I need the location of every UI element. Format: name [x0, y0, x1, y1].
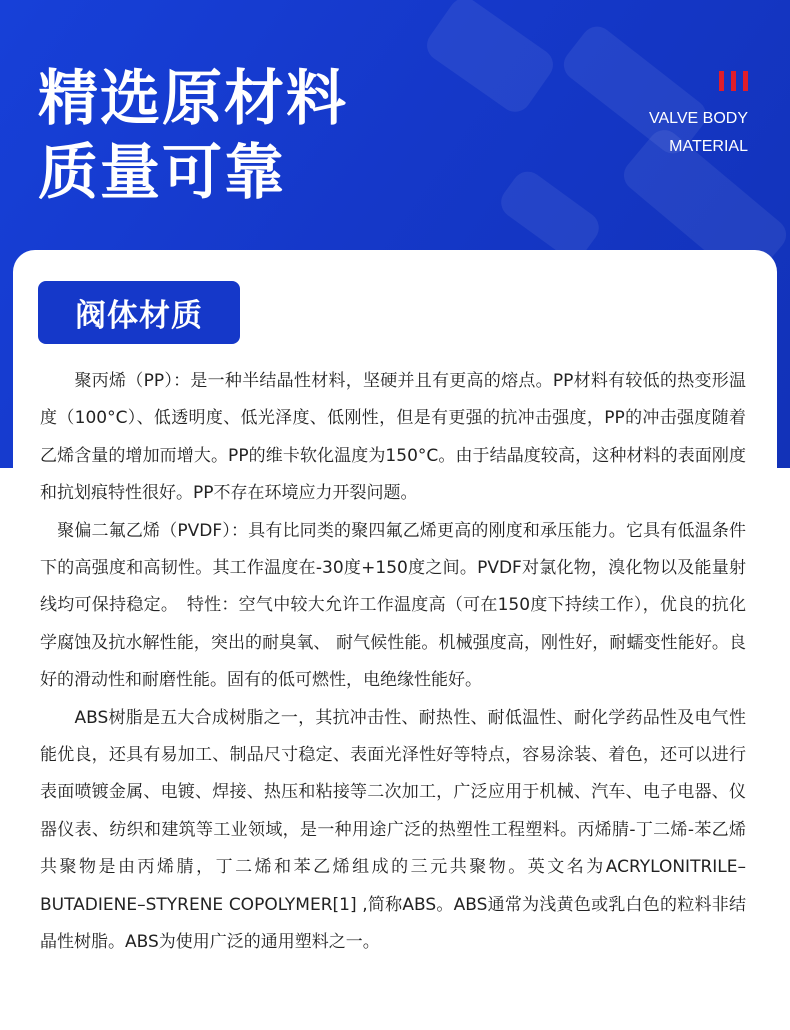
paragraph-pvdf: 聚偏二氟乙烯（PVDF）：具有比同类的聚四氟乙烯更高的刚度和承压能力。它具有低温条件下的高强度和高韧性。其工作温度在-30度+150度之间。PVDF对氯化物，溴化物以及能量射线均可保持稳定。 特性：空气中较大允许工作温度高（可在150度下持续工作），优良的抗化学腐蚀及抗水解性能，突出的耐臭氧、 耐气候性能。机械强度高，刚性好，耐蠕变性能好。良好的滑动性和耐磨性能。固有的低可燃性，电绝缘性能好。 — [40, 520, 746, 691]
english-subtitle — [649, 105, 748, 161]
paragraph-abs: ABS树脂是五大合成树脂之一，其抗冲击性、耐热性、耐低温性、耐化学药品性及电气性能优良，还具有易加工、制品尺寸稳定、表面光泽性好等特点，容易涂装、着色，还可以进行表面喷镀金属、电镀、焊接、热压和粘接等二次加工，广泛应用于机械、汽车、电子电器、仪器仪表、纺织和建筑等工业领域，是一种用途广泛的热塑性工程塑料。丙烯腈-丁二烯-苯乙烯共聚物是由丙烯腈，丁二烯和苯乙烯组成的三元共聚物。英文名为ACRYLONITRILE–BUTADIENE–STYRENE COPOLYMER[1] ,简称ABS。ABS通常为浅黄色或乳白色的粒料非结晶性树脂。ABS为使用广泛的通用塑料之一。 — [40, 707, 746, 953]
accent-bars-icon — [719, 71, 751, 91]
material-description — [40, 363, 746, 962]
section-badge: 阀体材质 — [38, 281, 240, 344]
background-valve-shape — [421, 0, 559, 118]
subtitle-line-2: MATERIAL — [669, 138, 748, 155]
title-line-2: 质量可靠 — [38, 138, 286, 208]
subtitle-line-1: VALVE BODY — [649, 110, 748, 127]
paragraph-pp: 聚丙烯（PP）：是一种半结晶性材料，坚硬并且有更高的熔点。PP材料有较低的热变形温度（100°C）、低透明度、低光泽度、低刚性，但是有更强的抗冲击强度，PP的冲击强度随着乙烯含量的增加而增大。PP的维卡软化温度为150°C。由于结晶度较高，这种材料的表面刚度和抗划痕特性很好。PP不存在环境应力开裂问题。 — [40, 371, 746, 504]
title-line-1: 精选原材料 — [38, 64, 348, 134]
page-title — [38, 62, 348, 210]
